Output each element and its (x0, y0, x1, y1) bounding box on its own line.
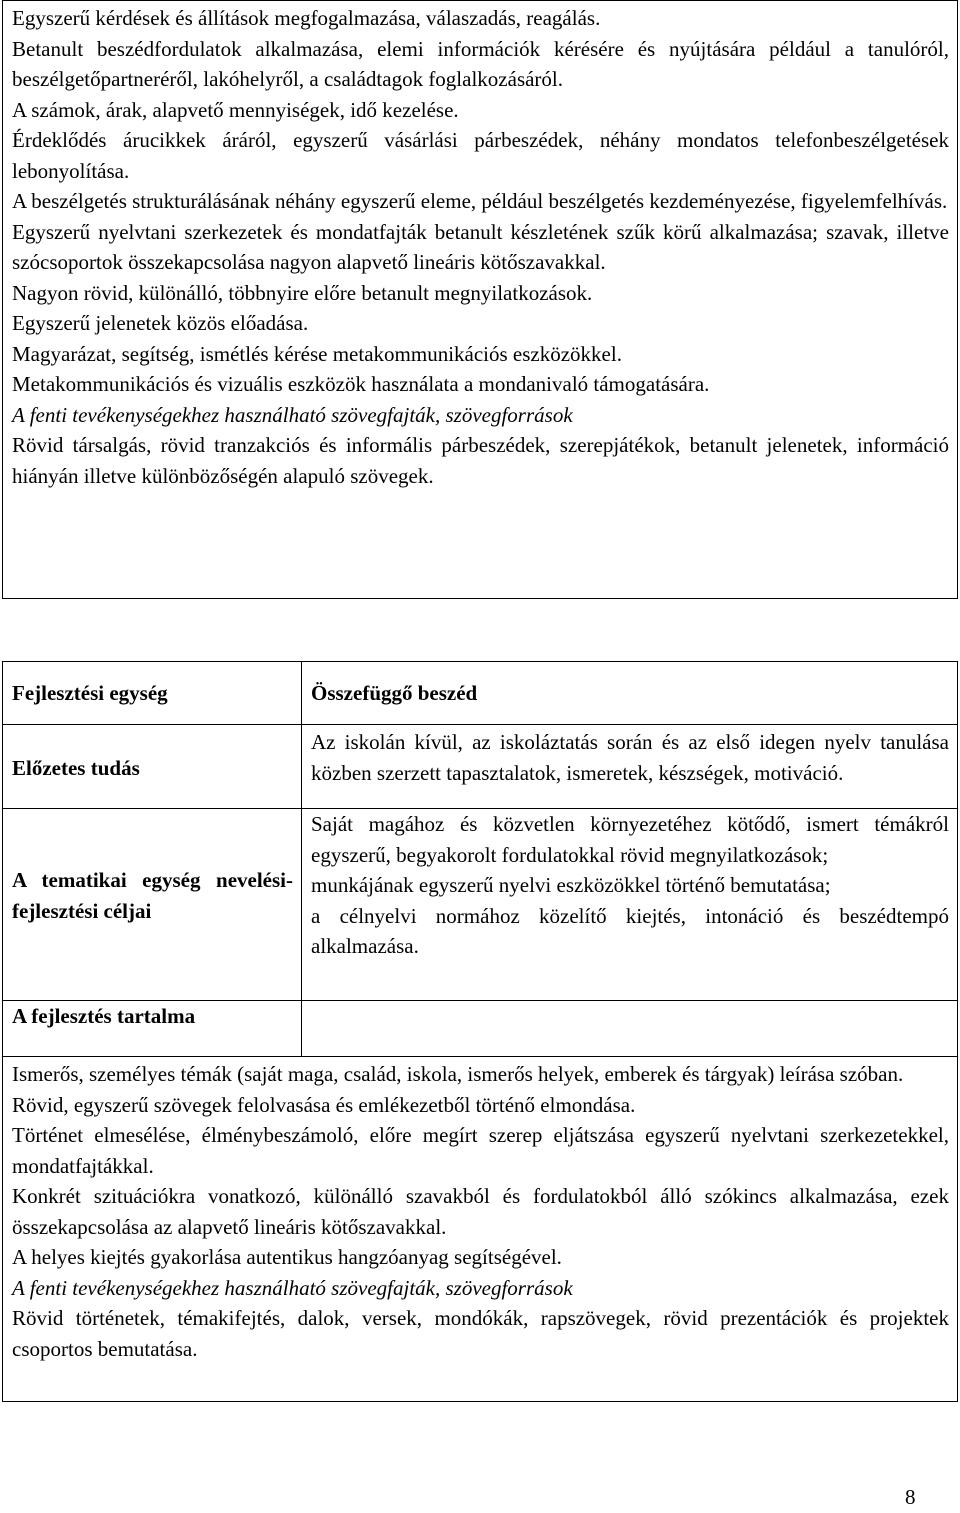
goal-item: Saját magához és közvetlen környezetéhez kötődő, ismert témákról egyszerű, begyakorolt fordulatokkal rövid megnyilatkozások; (311, 812, 949, 867)
text-types-heading: A fenti tevékenységekhez használható szövegfajták, szövegforrások (12, 402, 573, 427)
activity-paragraph: A számok, árak, alapvető mennyiségek, idő kezelése. (12, 97, 459, 122)
prior-value: Az iskolán kívül, az iskoláztatás során és az első idegen nyelv tanulása közben szerzett tapasztalatok, ismeretek, készségek, motiváció. (311, 730, 949, 785)
activity-paragraph: Metakommunikációs és vizuális eszközök használata a mondanivaló támogatására. (12, 372, 710, 396)
activity-paragraph: Egyszerű nyelvtani szerkezetek és mondatfajták betanult készletének szűk körű alkalmazása; szavak, illetve szócsoportok összekapcsolása nagyon alapvető lineáris kötőszavakkal. (12, 219, 949, 274)
prior-value-cell (302, 725, 958, 809)
activity-paragraph: Egyszerű kérdések és állítások megfogalmazása, válaszadás, reagálás. (12, 6, 601, 30)
goal-item: munkájának egyszerű nyelvi eszközökkel történő bemutatása; (311, 873, 831, 897)
page-number: 8 (905, 1485, 916, 1509)
activity-paragraph: A beszélgetés strukturálásának néhány egyszerű eleme, például beszélgetés kezdeményezése, figyelemfelhívás. (12, 189, 948, 213)
activity-paragraph: Magyarázat, segítség, ismétlés kérése metakommunikációs eszközökkel. (12, 341, 622, 366)
unit-value-cell (302, 662, 958, 725)
unit-label: Fejlesztési egység (12, 681, 168, 705)
content-body-cell (3, 1057, 958, 1402)
goals-label: A tematikai egység nevelési-fejlesztési céljai (12, 868, 293, 923)
table-row (3, 662, 958, 725)
table-row (3, 1057, 958, 1402)
content-label-cell (3, 1001, 302, 1057)
activities-box (2, 0, 958, 599)
content-label: A fejlesztés tartalma (12, 1004, 196, 1028)
goals-label-cell (3, 809, 302, 1001)
goal-item: a célnyelvi normához közelítő kiejtés, intonáció és beszédtempó alkalmazása. (311, 903, 949, 958)
table-row (3, 1001, 958, 1057)
activity-paragraph: Érdeklődés árucikkek áráról, egyszerű vásárlási párbeszédek, néhány mondatos telefonbeszélgetések lebonyolítása. (12, 128, 949, 183)
content-paragraph: Történet elmesélése, élménybeszámoló, előre megírt szerep eljátszása egyszerű nyelvtani szerkezetekkel, mondatfajtákkal. (12, 1123, 949, 1178)
table-row (3, 725, 958, 809)
table-row (3, 809, 958, 1001)
activity-paragraph: Betanult beszédfordulatok alkalmazása, elemi információk kérésére és nyújtására például a tanulóról, beszélgetőpartneréről, lakóhelyről, a családtagok foglalkozásáról. (12, 36, 949, 91)
content-paragraph: Rövid, egyszerű szövegek felolvasása és emlékezetből történő elmondása. (12, 1092, 636, 1117)
content-paragraph: Ismerős, személyes témák (saját maga, család, iskola, ismerős helyek, emberek és tárgyak) leírása szóban. (12, 1062, 904, 1086)
unit-value: Összefüggő beszéd (311, 681, 478, 705)
text-types-paragraph: Rövid társalgás, rövid tranzakciós és informális párbeszédek, szerepjátékok, betanult jelenetek, információ hiányán illetve különbözőségén alapuló szövegek. (12, 433, 949, 488)
curriculum-table (2, 661, 958, 1402)
unit-label-cell (3, 662, 302, 725)
goals-value-cell (302, 809, 958, 1001)
content-paragraph: Konkrét szituációkra vonatkozó, különálló szavakból és fordulatokból álló szókincs alkalmazása, ezek összekapcsolása az alapvető lineáris kötőszavakkal. (12, 1184, 949, 1239)
activity-paragraph: Nagyon rövid, különálló, többnyire előre betanult megnyilatkozások. (12, 280, 593, 305)
text-types-heading: A fenti tevékenységekhez használható szövegfajták, szövegforrások (12, 1275, 573, 1300)
prior-label: Előzetes tudás (12, 756, 140, 780)
content-empty-cell (302, 1001, 958, 1057)
prior-label-cell (3, 725, 302, 809)
content-paragraph: A helyes kiejtés gyakorlása autentikus hangzóanyag segítségével. (12, 1245, 562, 1269)
activity-paragraph: Egyszerű jelenetek közös előadása. (12, 311, 309, 335)
text-types-paragraph: Rövid történetek, témakifejtés, dalok, versek, mondókák, rapszövegek, rövid prezentációk és projektek csoportos bemutatása. (12, 1306, 949, 1361)
